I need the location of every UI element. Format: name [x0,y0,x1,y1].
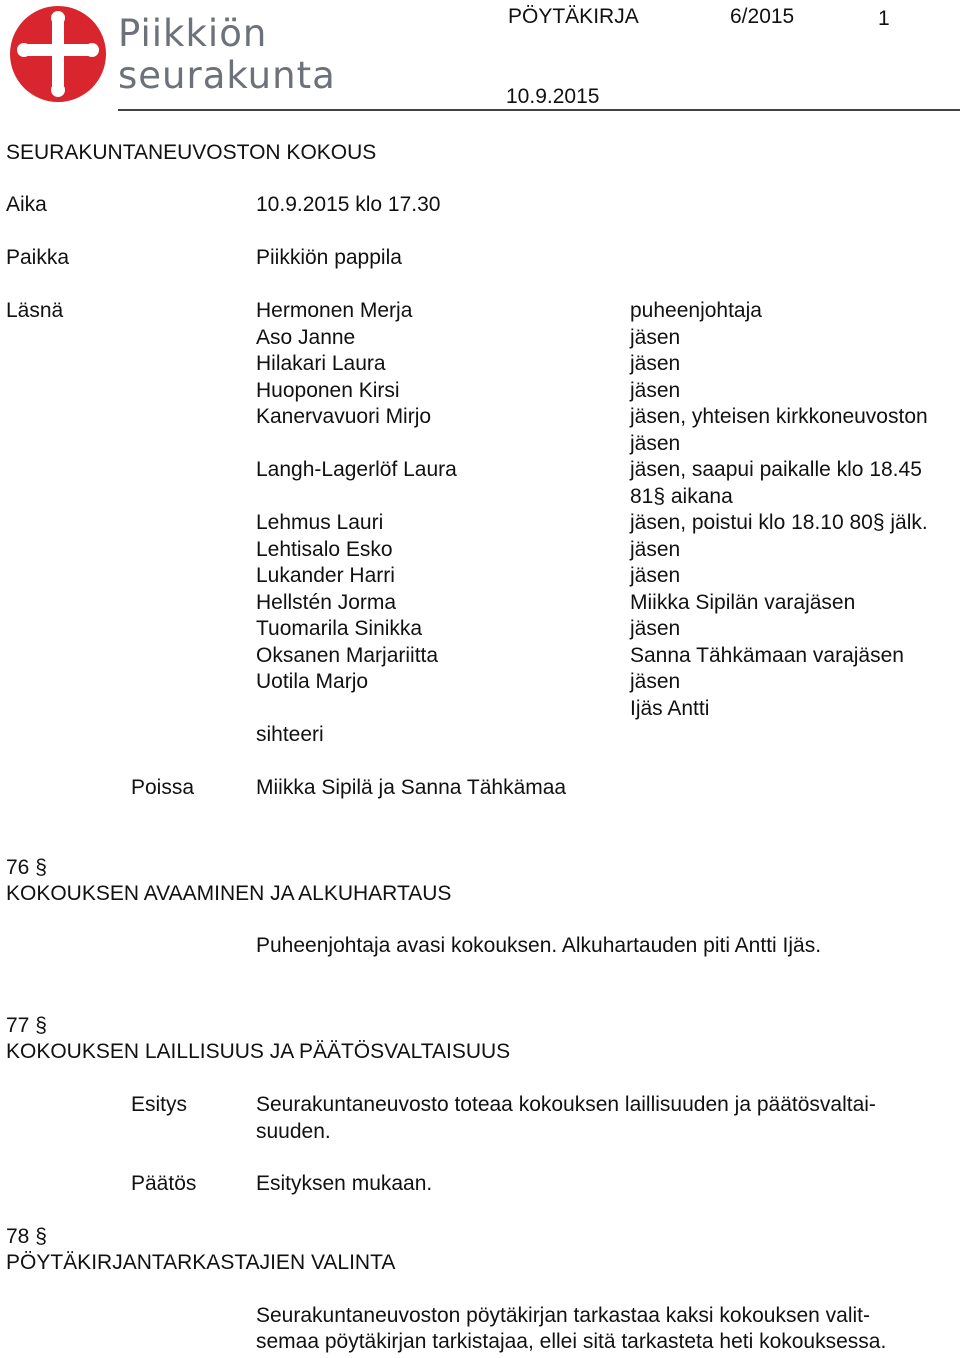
member-role: jäsen [630,352,681,375]
place-label: Paikka [6,246,70,269]
place-value: Piikkiön pappila [256,246,402,269]
member-role: jäsen, poistui klo 18.10 80§ jälk. [630,511,928,534]
secretary-label: sihteeri [256,723,324,746]
absent-label: Poissa [131,776,195,799]
member-role-continued: jäsen [630,432,681,455]
member-name: Hermonen Merja [256,299,413,322]
member-role: jäsen [630,564,681,587]
document-type: PÖYTÄKIRJA [508,5,639,28]
absent-value: Miikka Sipilä ja Sanna Tähkämaa [256,776,567,799]
member-role: jäsen [630,538,681,561]
section-title: KOKOUKSEN LAILLISUUS JA PÄÄTÖSVALTAISUUS [6,1040,511,1063]
member-role: jäsen [630,326,681,349]
time-value: 10.9.2015 klo 17.30 [256,193,441,216]
section-text-line2: semaa pöytäkirjan tarkistajaa, ellei sitä tarkasteta heti kokouksessa. [256,1330,887,1353]
section-title: KOKOUKSEN AVAAMINEN JA ALKUHARTAUS [6,882,452,905]
section-number: 77 § [6,1014,47,1037]
section-number: 78 § [6,1225,47,1248]
member-name: Huoponen Kirsi [256,379,400,402]
member-name: Hellstén Jorma [256,591,397,614]
decision-text: Esityksen mukaan. [256,1172,433,1195]
secretary-name: Ijäs Antti [630,697,710,720]
document-date: 10.9.2015 [506,85,600,108]
member-name: Oksanen Marjariitta [256,644,439,667]
member-name: Aso Janne [256,326,356,349]
proposal-label: Esitys [131,1093,188,1116]
member-name: Lukander Harri [256,564,395,587]
parish-logo-cross-icon [8,4,108,104]
section-title: PÖYTÄKIRJANTARKASTAJIEN VALINTA [6,1251,396,1274]
member-role: Miikka Sipilän varajäsen [630,591,856,614]
header-divider [118,109,960,111]
member-role: puheenjohtaja [630,299,762,322]
decision-label: Päätös [131,1172,197,1195]
member-role: jäsen, saapui paikalle klo 18.45 [630,458,922,481]
meeting-title: SEURAKUNTANEUVOSTON KOKOUS [6,141,377,164]
proposal-text-line2: suuden. [256,1120,331,1143]
time-label: Aika [6,193,47,216]
member-role: jäsen [630,670,681,693]
member-name: Kanervavuori Mirjo [256,405,432,428]
member-name: Tuomarila Sinikka [256,617,423,640]
member-role: jäsen [630,379,681,402]
member-name: Lehtisalo Esko [256,538,393,561]
member-role-continued: 81§ aikana [630,485,733,508]
present-label: Läsnä [6,299,64,322]
member-name: Uotila Marjo [256,670,369,693]
section-text: Puheenjohtaja avasi kokouksen. Alkuhartauden piti Antti Ijäs. [256,934,822,957]
section-number: 76 § [6,856,47,879]
member-role: jäsen, yhteisen kirkkoneuvoston [630,405,928,428]
member-name: Langh-Lagerlöf Laura [256,458,457,481]
document-number: 6/2015 [730,5,795,28]
member-name: Lehmus Lauri [256,511,384,534]
org-name-line1: Piikkiön [118,12,268,55]
org-name-line2: seurakunta [118,54,336,97]
page-number: 1 [878,7,890,30]
section-text-line1: Seurakuntaneuvoston pöytäkirjan tarkastaa kaksi kokouksen valit- [256,1304,871,1327]
member-role: Sanna Tähkämaan varajäsen [630,644,904,667]
proposal-text-line1: Seurakuntaneuvosto toteaa kokouksen laillisuuden ja päätösvaltai- [256,1093,876,1116]
member-name: Hilakari Laura [256,352,386,375]
member-role: jäsen [630,617,681,640]
